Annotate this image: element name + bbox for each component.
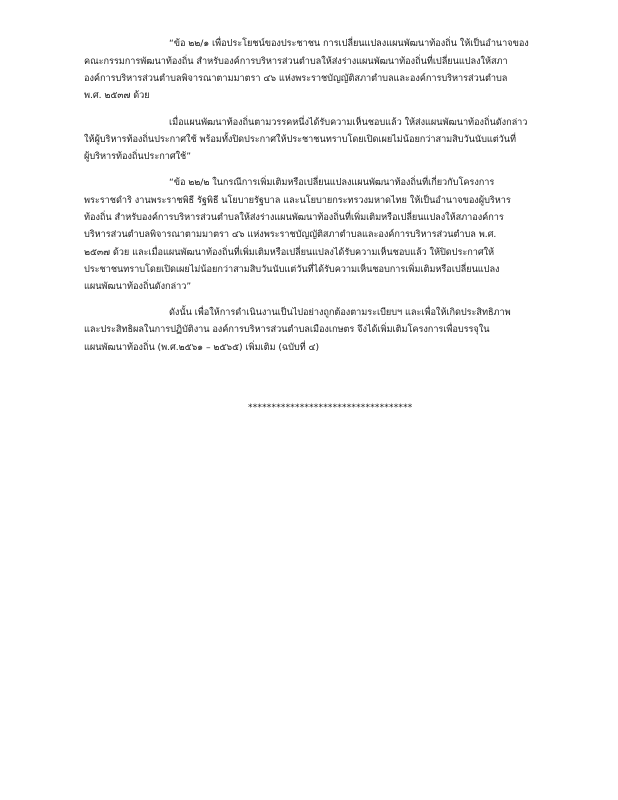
paragraph-1-line-2: คณะกรรมการพัฒนาท้องถิ่น สำหรับองค์การบริหารส่วนตำบลให้ส่งร่างแผนพัฒนาท้องถิ่นที่เปลี่ยนแปลงให้สภา: [84, 56, 508, 67]
paragraph-3-line-2: พระราชดำริ งานพระราชพิธี รัฐพิธี นโยบายรัฐบาล และนโยบายกระทรวงมหาดไทย ให้เป็นอำนาจของผู้บริหาร: [84, 195, 511, 206]
paragraph-2-line-2: ให้ผู้บริหารท้องถิ่นประกาศใช้ พร้อมทั้งปิดประกาศให้ประชาชนทราบโดยเปิดเผยไม่น้อยกว่าสามสิบวันนับแต่วันที่: [84, 134, 517, 145]
paragraph-3-line-6: ประชาชนทราบโดยเปิดเผยไม่น้อยกว่าสามสิบวันนับแต่วันที่ได้รับความเห็นชอบการเพิ่มเติมหรือเปลี่ยนแปลง: [84, 264, 500, 275]
paragraph-1-line-1: “ข้อ ๒๒/๑ เพื่อประโยชน์ของประชาชน การเปลี่ยนแปลงแผนพัฒนาท้องถิ่น ให้เป็นอำนาจของ: [169, 38, 529, 49]
paragraph-3-line-1: “ข้อ ๒๒/๒ ในกรณีการเพิ่มเติมหรือเปลี่ยนแปลงแผนพัฒนาท้องถิ่นที่เกี่ยวกับโครงการ: [169, 177, 495, 188]
paragraph-3-line-5: ๒๕๓๗ ด้วย และเมื่อแผนพัฒนาท้องถิ่นที่เพิ่มเติมหรือเปลี่ยนแปลงได้รับความเห็นชอบแล้ว ให้ปิดประกาศให้: [84, 247, 495, 258]
paragraph-3-line-7: แผนพัฒนาท้องถิ่นดังกล่าว”: [84, 281, 192, 292]
paragraph-1-line-4: พ.ศ. ๒๕๓๗ ด้วย: [84, 90, 150, 101]
paragraph-3-line-4: บริหารส่วนตำบลพิจารณาตามมาตรา ๔๖ แห่งพระราชบัญญัติสภาตำบลและองค์การบริหารส่วนตำบล พ.ศ.: [84, 229, 497, 240]
paragraph-4-line-1: ดังนั้น เพื่อให้การดำเนินงานเป็นไปอย่างถูกต้องตามระเบียบฯ และเพื่อให้เกิดประสิทธิภาพ: [169, 307, 511, 318]
separator-stars: ***********************************: [248, 403, 413, 413]
paragraph-4-line-3: แผนพัฒนาท้องถิ่น (พ.ศ.๒๕๖๑ – ๒๕๖๕) เพิ่มเติม (ฉบับที่ ๔): [84, 342, 319, 353]
paragraph-1-line-3: องค์การบริหารส่วนตำบลพิจารณาตามมาตรา ๔๖ แห่งพระราชบัญญัติสภาตำบลและองค์การบริหารส่วนตำบล: [84, 73, 508, 84]
paragraph-2-line-1: เมื่อแผนพัฒนาท้องถิ่นตามวรรคหนึ่งได้รับความเห็นชอบแล้ว ให้ส่งแผนพัฒนาท้องถิ่นดังกล่าว: [169, 117, 528, 128]
paragraph-3-line-3: ท้องถิ่น สำหรับองค์การบริหารส่วนตำบลให้ส่งร่างแผนพัฒนาท้องถิ่นที่เพิ่มเติมหรือเปลี่ยนแปลงให้สภาองค์การ: [84, 212, 504, 223]
paragraph-4-line-2: และประสิทธิผลในการปฏิบัติงาน องค์การบริหารส่วนตำบลเมืองเกษตร จึงได้เพิ่มเติมโครงการเพื่อบรรจุใน: [84, 324, 490, 335]
paragraph-2-line-3: ผู้บริหารท้องถิ่นประกาศใช้”: [84, 151, 191, 162]
